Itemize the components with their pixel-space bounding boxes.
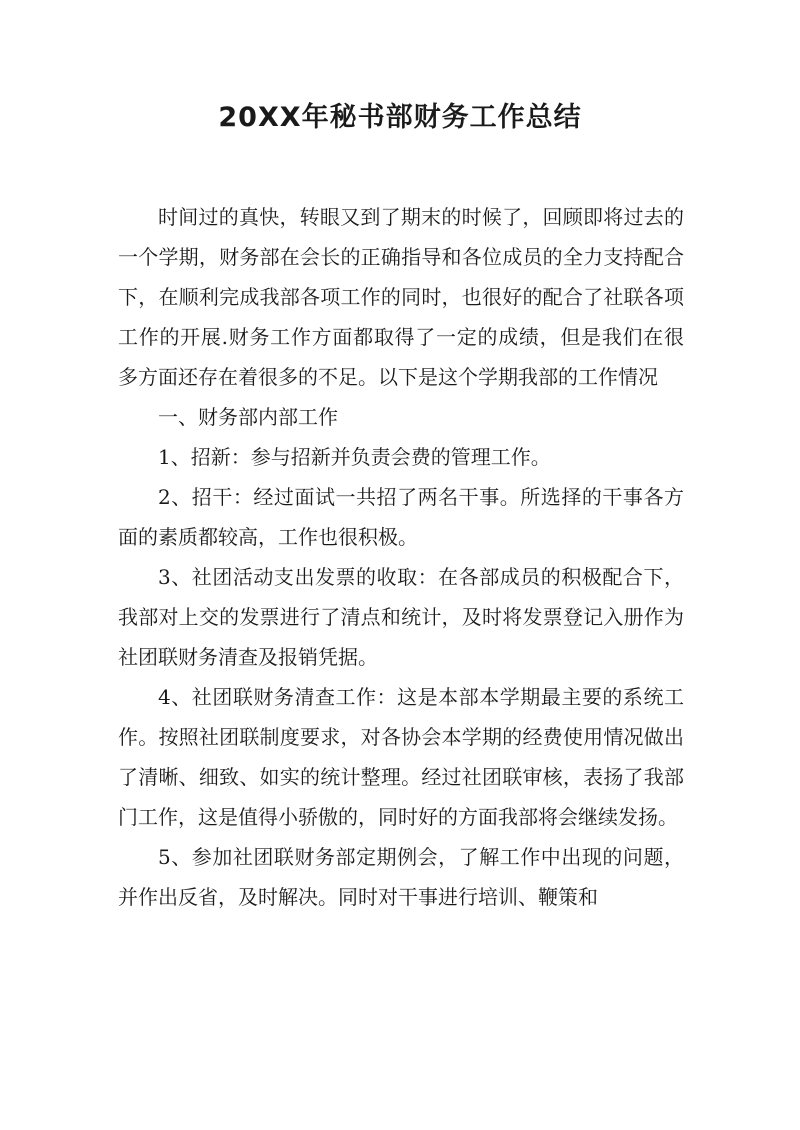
paragraph-item-4: 4、社团联财务清查工作：这是本部本学期最主要的系统工作。按照社团联制度要求，对各协会本学期的经费使用情况做出了清晰、细致、如实的统计整理。经过社团联审核，表扬了我部门工作，这是值得小骄傲的，同时好的方面我部将会继续发扬。: [118, 685, 684, 829]
section-heading-internal-work: 一、财务部内部工作: [158, 405, 338, 429]
paragraph-item-3: 3、社团活动支出发票的收取：在各部成员的积极配合下，我部对上交的发票进行了清点和统计，及时将发票登记入册作为社团联财务清查及报销凭据。: [118, 565, 684, 669]
paragraph-item-2: 2、招干：经过面试一共招了两名干事。所选择的干事各方面的素质都较高，工作也很积极。: [118, 485, 684, 549]
document-title: 20XX年秘书部财务工作总结: [218, 102, 582, 133]
document-body: [118, 197, 684, 917]
paragraph-item-5: 5、参加社团联财务部定期例会，了解工作中出现的问题，并作出反省，及时解决。同时对干事进行培训、鞭策和: [118, 845, 684, 909]
paragraph-intro: 时间过的真快，转眼又到了期末的时候了，回顾即将过去的一个学期，财务部在会长的正确指导和各位成员的全力支持配合下，在顺利完成我部各项工作的同时，也很好的配合了社联各项工作的开展.财务工作方面都取得了一定的成绩，但是我们在很多方面还存在着很多的不足。以下是这个学期我部的工作情况: [118, 205, 684, 389]
paragraph-item-1: 1、招新：参与招新并负责会费的管理工作。: [158, 445, 551, 469]
